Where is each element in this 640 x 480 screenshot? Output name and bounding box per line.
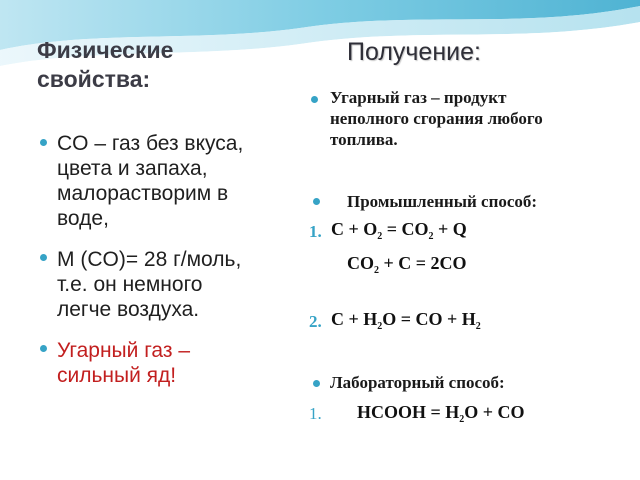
subscript: 2: [377, 321, 383, 332]
subscript: 2: [377, 231, 383, 242]
bullet-icon: [40, 345, 47, 352]
subscript: 2: [475, 321, 481, 332]
equation-part: + Q: [433, 219, 467, 239]
text-line: M (CO)= 28 г/моль,: [57, 248, 242, 271]
equation-part: C + H: [331, 309, 378, 329]
text-line: сильный яд!: [57, 364, 177, 387]
bullet-icon: [40, 254, 47, 261]
bullet-icon: [40, 139, 47, 146]
equation-number: 1.: [309, 404, 322, 423]
equation-part: O = CO + H: [382, 309, 476, 329]
industrial-method-label: Промышленный способ:: [347, 192, 538, 211]
equation-part: + C = 2CO: [379, 253, 467, 273]
text-line: неполного сгорания любого: [330, 109, 543, 128]
equation-number: 1.: [309, 222, 322, 241]
subscript: 2: [428, 231, 434, 242]
property-item-molar-mass: [57, 247, 241, 322]
equation-part: O + CO: [464, 402, 525, 422]
physical-properties-heading: [37, 36, 173, 94]
production-heading: Получение:: [347, 38, 481, 66]
subscript: 2: [374, 265, 379, 276]
equation-part: CO: [347, 253, 374, 273]
equation-3: [357, 402, 525, 423]
heading-line: свойства:: [37, 66, 151, 92]
property-item-co: [57, 131, 243, 231]
equation-1: [331, 219, 467, 240]
text-line: цвета и запаха,: [57, 157, 208, 180]
equation-1b: [347, 253, 467, 274]
text-line: легче воздуха.: [57, 298, 200, 321]
bullet-icon: [311, 96, 318, 103]
text-line: Угарный газ –: [57, 339, 190, 362]
subscript: 2: [459, 414, 465, 425]
text-line: малорастворим в: [57, 182, 229, 205]
text-line: CO – газ без вкуса,: [57, 132, 244, 155]
bullet-icon: [313, 380, 320, 387]
text-line: т.е. он немного: [57, 273, 203, 296]
equation-part: C + O: [331, 219, 378, 239]
production-intro: [330, 87, 543, 150]
heading-line: Физические: [37, 37, 174, 63]
equation-2: [331, 309, 481, 330]
equation-number: 2.: [309, 312, 322, 331]
lab-method-label: Лабораторный способ:: [330, 373, 505, 392]
equation-part: = CO: [382, 219, 429, 239]
property-item-poison: [57, 338, 190, 388]
text-line: Угарный газ – продукт: [330, 88, 507, 107]
text-line: воде,: [57, 207, 109, 230]
bullet-icon: [313, 198, 320, 205]
text-line: топлива.: [330, 130, 398, 149]
equation-part: HCOOH = H: [357, 402, 460, 422]
